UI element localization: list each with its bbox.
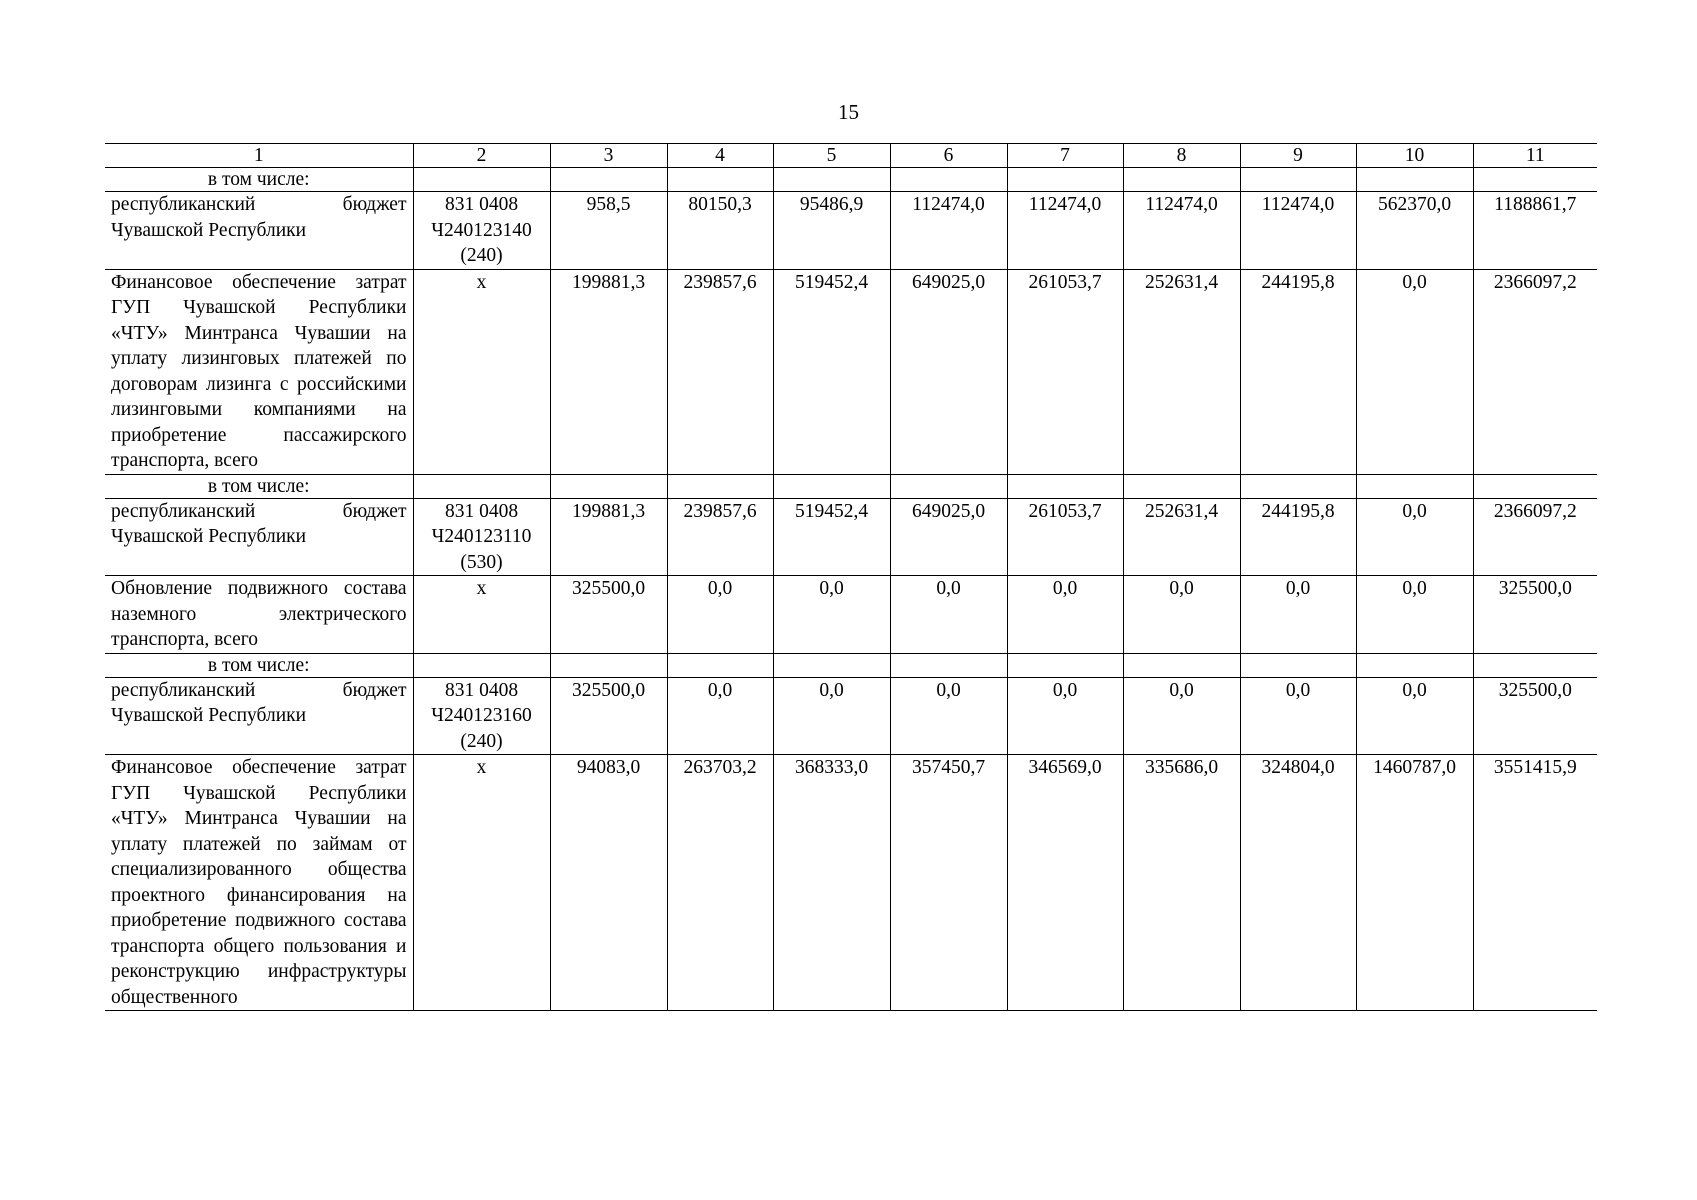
table-body [105, 168, 1597, 1011]
value-cell-col-3: 199881,3 [550, 269, 667, 474]
empty-cell [1473, 168, 1597, 192]
value-cell-col-3: 199881,3 [550, 498, 667, 576]
empty-cell [1356, 168, 1473, 192]
empty-cell [413, 168, 550, 192]
budget-code-line: 831 0408 [444, 500, 519, 522]
empty-cell [1007, 653, 1123, 677]
empty-cell [413, 474, 550, 498]
row-name-cell: республиканский бюджет Чувашской Республики [105, 677, 413, 755]
empty-cell [667, 474, 773, 498]
budget-code-line: х [476, 757, 487, 778]
table-row [105, 192, 1597, 270]
value-cell-col-9: 244195,8 [1240, 269, 1356, 474]
column-header-11: 11 [1473, 144, 1597, 168]
column-header-1: 1 [105, 144, 413, 168]
value-cell-col-7: 0,0 [1007, 677, 1123, 755]
value-cell-col-6: 357450,7 [890, 755, 1007, 1011]
row-name-cell: Финансовое обеспечение затрат ГУП Чувашской Республики «ЧТУ» Минтранса Чувашии на уплату лизинговых платежей по договорам лизинга с российскими лизинговыми компаниями на приобретение пассажирского транспорта, всего [105, 269, 413, 474]
budget-code-cell [413, 498, 550, 576]
column-header-7: 7 [1007, 144, 1123, 168]
empty-cell [773, 168, 890, 192]
value-cell-col-7: 112474,0 [1007, 192, 1123, 270]
empty-cell [1356, 653, 1473, 677]
row-label: в том числе: [105, 653, 413, 677]
value-cell-col-7: 261053,7 [1007, 269, 1123, 474]
table-row [105, 576, 1597, 654]
value-cell-col-4: 239857,6 [667, 269, 773, 474]
value-cell-col-9: 324804,0 [1240, 755, 1356, 1011]
empty-cell [1123, 474, 1240, 498]
budget-code-line: х [476, 271, 487, 293]
value-cell-col-5: 0,0 [773, 576, 890, 654]
column-header-5: 5 [773, 144, 890, 168]
value-cell-col-5: 368333,0 [773, 755, 890, 1011]
value-cell-col-10: 0,0 [1356, 269, 1473, 474]
row-name-cell: Обновление подвижного состава наземного электрического транспорта, всего [105, 576, 413, 654]
empty-cell [667, 653, 773, 677]
value-cell-col-11: 3551415,9 [1473, 755, 1597, 1011]
empty-cell [550, 474, 667, 498]
header-row [105, 144, 1597, 168]
empty-cell [1473, 653, 1597, 677]
empty-cell [1240, 653, 1356, 677]
value-cell-col-10: 0,0 [1356, 576, 1473, 654]
value-cell-col-9: 0,0 [1240, 576, 1356, 654]
column-header-8: 8 [1123, 144, 1240, 168]
table-row [105, 498, 1597, 576]
empty-cell [550, 653, 667, 677]
value-cell-col-8: 112474,0 [1123, 192, 1240, 270]
value-cell-col-9: 112474,0 [1240, 192, 1356, 270]
empty-cell [1123, 168, 1240, 192]
table-row [105, 677, 1597, 755]
column-header-3: 3 [550, 144, 667, 168]
value-cell-col-11: 325500,0 [1473, 677, 1597, 755]
value-cell-col-5: 519452,4 [773, 269, 890, 474]
empty-cell [773, 653, 890, 677]
empty-cell [1356, 474, 1473, 498]
budget-code-cell [413, 576, 550, 654]
empty-cell [890, 474, 1007, 498]
empty-cell [550, 168, 667, 192]
budget-code-line: 831 0408 [444, 194, 519, 215]
empty-cell [1240, 168, 1356, 192]
empty-cell [667, 168, 773, 192]
value-cell-col-6: 649025,0 [890, 498, 1007, 576]
row-name-cell: республиканский бюджет Чувашской Республики [105, 498, 413, 576]
value-cell-col-8: 252631,4 [1123, 269, 1240, 474]
value-cell-col-6: 112474,0 [890, 192, 1007, 270]
column-header-10: 10 [1356, 144, 1473, 168]
empty-cell [1007, 168, 1123, 192]
row-name-cell: республиканский бюджет Чувашской Республики [105, 192, 413, 270]
value-cell-col-10: 0,0 [1356, 498, 1473, 576]
row-label: в том числе: [105, 474, 413, 498]
value-cell-col-4: 263703,2 [667, 755, 773, 1011]
budget-code-cell [413, 192, 550, 270]
budget-code-cell [413, 755, 550, 1011]
value-cell-col-8: 0,0 [1123, 576, 1240, 654]
budget-code-cell [413, 269, 550, 474]
value-cell-col-4: 0,0 [667, 576, 773, 654]
value-cell-col-9: 244195,8 [1240, 498, 1356, 576]
column-header-6: 6 [890, 144, 1007, 168]
value-cell-col-7: 0,0 [1007, 576, 1123, 654]
value-cell-col-11: 2366097,2 [1473, 498, 1597, 576]
empty-cell [1123, 653, 1240, 677]
empty-cell [890, 653, 1007, 677]
value-cell-col-9: 0,0 [1240, 677, 1356, 755]
value-cell-col-8: 335686,0 [1123, 755, 1240, 1011]
budget-code-cell [413, 677, 550, 755]
row-name-cell: Финансовое обеспечение затрат ГУП Чувашской Республики «ЧТУ» Минтранса Чувашии на уплату платежей по займам от специализированного общества проектного финансирования на приобретение подвижного состава транспорта общего пользования и реконструкцию инфраструктуры общественного [105, 755, 413, 1011]
column-header-9: 9 [1240, 144, 1356, 168]
value-cell-col-10: 0,0 [1356, 677, 1473, 755]
column-header-2: 2 [413, 144, 550, 168]
empty-cell [890, 168, 1007, 192]
value-cell-col-11: 325500,0 [1473, 576, 1597, 654]
value-cell-col-4: 0,0 [667, 677, 773, 755]
value-cell-col-5: 95486,9 [773, 192, 890, 270]
value-cell-col-4: 80150,3 [667, 192, 773, 270]
value-cell-col-3: 325500,0 [550, 576, 667, 654]
budget-code-line: 831 0408 [444, 679, 519, 701]
value-cell-col-6: 0,0 [890, 677, 1007, 755]
budget-code-line: х [476, 578, 487, 599]
empty-cell [1240, 474, 1356, 498]
budget-code-line: Ч240123160 [431, 705, 532, 726]
empty-cell [1473, 474, 1597, 498]
value-cell-col-6: 0,0 [890, 576, 1007, 654]
value-cell-col-5: 0,0 [773, 677, 890, 755]
budget-code-line: (530) [460, 551, 503, 573]
value-cell-col-3: 325500,0 [550, 677, 667, 755]
value-cell-col-3: 94083,0 [550, 755, 667, 1011]
value-cell-col-3: 958,5 [550, 192, 667, 270]
subtotal-label-row [105, 168, 1597, 192]
budget-code-line: Ч240123140 [431, 219, 532, 241]
page-number: 15 [838, 100, 859, 124]
value-cell-col-8: 0,0 [1123, 677, 1240, 755]
budget-table [105, 143, 1597, 1011]
value-cell-col-10: 562370,0 [1356, 192, 1473, 270]
value-cell-col-5: 519452,4 [773, 498, 890, 576]
value-cell-col-11: 2366097,2 [1473, 269, 1597, 474]
value-cell-col-4: 239857,6 [667, 498, 773, 576]
empty-cell [773, 474, 890, 498]
table-row [105, 755, 1597, 1011]
budget-code-line: Ч240123110 [431, 526, 532, 547]
budget-code-line: (240) [460, 245, 503, 266]
row-label: в том числе: [105, 168, 413, 192]
column-header-4: 4 [667, 144, 773, 168]
empty-cell [413, 653, 550, 677]
subtotal-label-row [105, 653, 1597, 677]
value-cell-col-8: 252631,4 [1123, 498, 1240, 576]
value-cell-col-11: 1188861,7 [1473, 192, 1597, 270]
value-cell-col-7: 346569,0 [1007, 755, 1123, 1011]
value-cell-col-6: 649025,0 [890, 269, 1007, 474]
table-row [105, 269, 1597, 474]
budget-code-line: (240) [460, 730, 503, 752]
subtotal-label-row [105, 474, 1597, 498]
value-cell-col-7: 261053,7 [1007, 498, 1123, 576]
value-cell-col-10: 1460787,0 [1356, 755, 1473, 1011]
empty-cell [1007, 474, 1123, 498]
